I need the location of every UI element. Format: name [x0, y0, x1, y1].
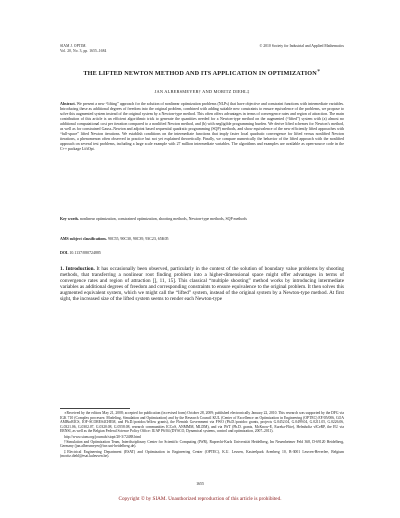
section-heading: 1. Introduction.: [60, 266, 95, 272]
introduction-text: It has occasionally been observed, particularly in the context of the solution of boundary value problems by shooting methods, that transferring a nonlinear root finding problem into a higher-dimensional space might offer advantages in terms of convergence rates and region of attraction [], 11, 15]. This classical “multiple shooting” method works by introducing intermediate variables as additional degrees of freedom and corresponding constraints to ensure equivalence to the original problem. It then solves this augmented equivalent system, which we might call the “lifted” system, instead of the original system by a Newton-type method. At first sight, the increased size of the lifted system seems to render each Newton-type: [60, 266, 345, 303]
doi-label: DOI.: [60, 250, 69, 255]
doi: [60, 250, 344, 255]
doi-text: 10.1137/080724885: [69, 250, 101, 255]
ams-text: 90C55, 90C30, 90C39, 93C23, 65K05: [107, 236, 169, 241]
footnote-rule: [60, 408, 130, 409]
footnote-author-1: †Simulation and Optimization Team, Interdisciplinary Center for Scientific Computing (IWR), Ruprecht-Karls Universität Heidelberg, Im Neuenheimer Feld 368, D-69120 Heidelberg, Germany (jan.albersmeyer@iwr.uni-heidelberg.de).: [60, 439, 344, 449]
journal-name: SIAM J. OPTIM.: [60, 44, 87, 48]
footnote-author-2: ‡Electrical Engineering Department (ESAT) and Optimization in Engineering Center (OPTEC), K.U. Leuven, Kasteelpark Arenberg 10, B-3001 Leuven-Heverlee, Belgium (moritz.diehl@esat.kuleuven.be).: [60, 449, 344, 459]
ams-label: AMS subject classifications.: [60, 236, 107, 241]
abstract-label: Abstract.: [60, 101, 76, 106]
keywords: [60, 216, 344, 221]
footnotes: [60, 411, 344, 459]
society-copyright: © 2010 Society for Industrial and Applied Mathematics: [259, 44, 344, 48]
journal-volume: Vol. 20, No. 3, pp. 1655–1684: [60, 48, 107, 53]
abstract: [60, 101, 344, 151]
footnote-url[interactable]: http://www.siam.org/journals/siopt/20-3/72488.html: [64, 434, 142, 439]
ams-classification: [60, 236, 344, 241]
copyright-notice: Copyright © by SIAM. Unauthorized reproduction of this article is prohibited.: [118, 496, 282, 502]
keywords-label: Key words.: [60, 216, 80, 221]
title-footnote-mark: ∗: [316, 68, 321, 74]
page-number: 1655: [196, 482, 204, 486]
footnote-received: ∗Received by the editors May 21, 2008; accepted for publication (in revised form) October 28, 2009; published electronically January 22, 2010. This research was supported by the DFG via IGK 710 (Complex processes: Modeling, Simulation and Optimization) and by the Research Council KUL (Center of Excellence on Optimization in Engineering (OPTEC) EF/05/006, GOA AMBioRICS, IOF-SCORES4CHEM, and Ph.D./postdoc/fellow grants), the Flemish Government via FWO (Ph.D./postdoc grants, projects G.0452.04, G.0499.04, G.0211.05, G.0226.06, G.0321.06, G.0302.07, G.0320.08, G.0558.08, research communities ICCoS, ANMMM, MLDM), and via IWT (Ph.D. grants, McKnow-E, Eureka-Flite), Helmholtz vICeRP, the EU via ERNSI, as well as the Belgian Federal Science Policy Office: IUAP P6/04 (DYSCO, Dynamical systems, control and optimization, 2007–2011).: [60, 411, 344, 434]
paper-authors: JAN ALBERSMEYER† AND MORITZ DIEHL‡: [154, 89, 250, 94]
abstract-text: We present a new “lifting” approach for the solution of nonlinear optimization problems (NLPs) that have objective and constraint functions with intermediate variables. Introducing these as additional degrees of freedom into the original problem, combined with adding suitable new constraints to ensure equivalence of the problems, we propose to solve this augmented system instead of the original system by a Newton-type method. This often offers advantages in terms of convergence rates and region of attraction. The main contribution of this article is an efficient algorithmic trick to generate the quantities needed for a Newton-type method on the augmented (“lifted”) system with (a) almost no additional computational cost per iteration compared to a nonlifted Newton method, and (b) with negligible programming burden. We derive lifted schemes for Newton’s method, as well as for constrained Gauss–Newton and adjoint based sequential quadratic programming (SQP) methods, and show equivalence of the new efficiently lifted approaches with “full-space” lifted Newton iterations. We establish conditions on the intermediate functions that imply faster local quadratic convergence for lifted versus nonlifted Newton iterations, a phenomenon often observed in practice but not yet explained theoretically. Finally, we compare numerically the behavior of the lifted approach with the nonlifted approach on several test problems, including a large scale example with 27 million intermediate variables. The algorithms and examples are available as open-source code in the C++ package LiftOpt.: [60, 101, 344, 152]
keywords-text: nonlinear optimization, constrained optimization, shooting methods, Newton-type methods, SQP methods: [80, 216, 247, 221]
paper-title: THE LIFTED NEWTON METHOD AND ITS APPLICATION IN OPTIMIZATION∗: [83, 68, 321, 78]
journal-header: [60, 44, 106, 53]
introduction-section: [60, 266, 344, 303]
